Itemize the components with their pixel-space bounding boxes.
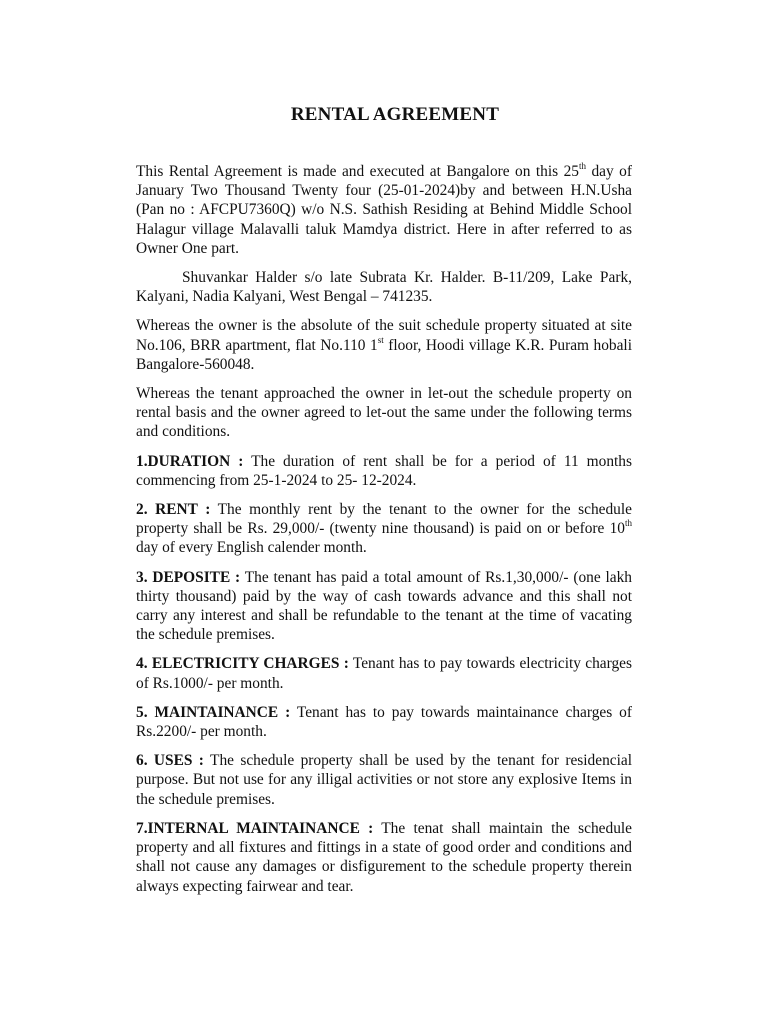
clause-rent-heading: 2. RENT : <box>136 501 211 519</box>
clause-rent <box>136 500 632 558</box>
intro-text-1: This Rental Agreement is made and executed at Bangalore on this 25 <box>136 163 579 180</box>
clause-duration <box>136 452 632 490</box>
clause-duration-heading: 1.DURATION : <box>136 452 244 470</box>
clause-deposite <box>136 568 632 645</box>
tenant-paragraph: Shuvankar Halder s/o late Subrata Kr. Halder. B-11/209, Lake Park, Kalyani, Nadia Kalyani, West Bengal – 741235. <box>136 269 632 306</box>
clause-duration-text: The duration of rent shall be for a period of 11 months commencing from 25-1-2024 to 25- 12-2024. <box>136 452 632 489</box>
whereas-tenant-paragraph: Whereas the tenant approached the owner in let-out the schedule property on rental basis and the owner agreed to let-out the same under the following terms and conditions. <box>136 385 632 441</box>
clause-rent-text-2: day of every English calender month. <box>136 539 367 557</box>
whereas-owner-paragraph <box>136 316 632 374</box>
clause-electricity <box>136 654 632 692</box>
clause-maintainance-text: Tenant has to pay towards maintainance charges of Rs.2200/- per month. <box>136 703 632 741</box>
clause-internal-maintainance <box>136 819 632 896</box>
clause-uses-text: The schedule property shall be used by the tenant for residencial purpose. But not use for any illigal activities or not store any explosive Items in the schedule premises. <box>136 752 632 808</box>
clause-uses <box>136 751 632 809</box>
clause-rent-text-1: The monthly rent by the tenant to the owner for the schedule property shall be Rs. 29,000/- (twenty nine thousand) is paid on or before 10 <box>136 501 632 538</box>
clause-internal-maintainance-heading: 7.INTERNAL MAINTAINANCE : <box>136 819 374 837</box>
clause-electricity-text: Tenant has to pay towards electricity charges of Rs.1000/- per month. <box>136 655 633 692</box>
clause-uses-heading: 6. USES : <box>136 752 204 770</box>
clause-electricity-heading: 4. ELECTRICITY CHARGES : <box>136 655 349 673</box>
clause-internal-maintainance-text: The tenat shall maintain the schedule property and all fixtures and fittings in a state of good order and conditions and shall not cause any damages or disfigurement to the schedule property therein always expecting fairwear and tear. <box>136 819 632 895</box>
intro-superscript: th <box>579 161 587 171</box>
document-title: RENTAL AGREEMENT <box>290 104 500 125</box>
clause-maintainance-heading: 5. MAINTAINANCE : <box>136 703 291 721</box>
intro-text-2: day of January Two Thousand Twenty four (25-01-2024)by and between H.N.Usha (Pan no : AFCPU7360Q) w/o N.S. Sathish Residing at Behind Middle School Halagur village Malavalli taluk Mamdya district. Here in after referred to as Owner One part. <box>136 163 632 257</box>
clause-deposite-heading: 3. DEPOSITE : <box>136 568 241 586</box>
document-body <box>136 162 632 906</box>
clause-rent-superscript: th <box>624 518 632 529</box>
whereas-owner-text-1: Whereas the owner is the absolute of the suit schedule property situated at site No.106, BRR apartment, flat No.110 1 <box>136 317 632 354</box>
clause-deposite-text: The tenant has paid a total amount of Rs.1,30,000/- (one lakh thirty thousand) paid by the way of cash towards advance and this shall not carry any interest and shall be refundable to the tenant at the time of vacating the schedule premises. <box>136 568 632 644</box>
clause-maintainance <box>136 703 632 741</box>
intro-paragraph <box>136 162 632 258</box>
whereas-owner-text-2: floor, Hoodi village K.R. Puram hobali Bangalore-560048. <box>136 336 632 373</box>
whereas-owner-superscript: st <box>377 334 384 345</box>
